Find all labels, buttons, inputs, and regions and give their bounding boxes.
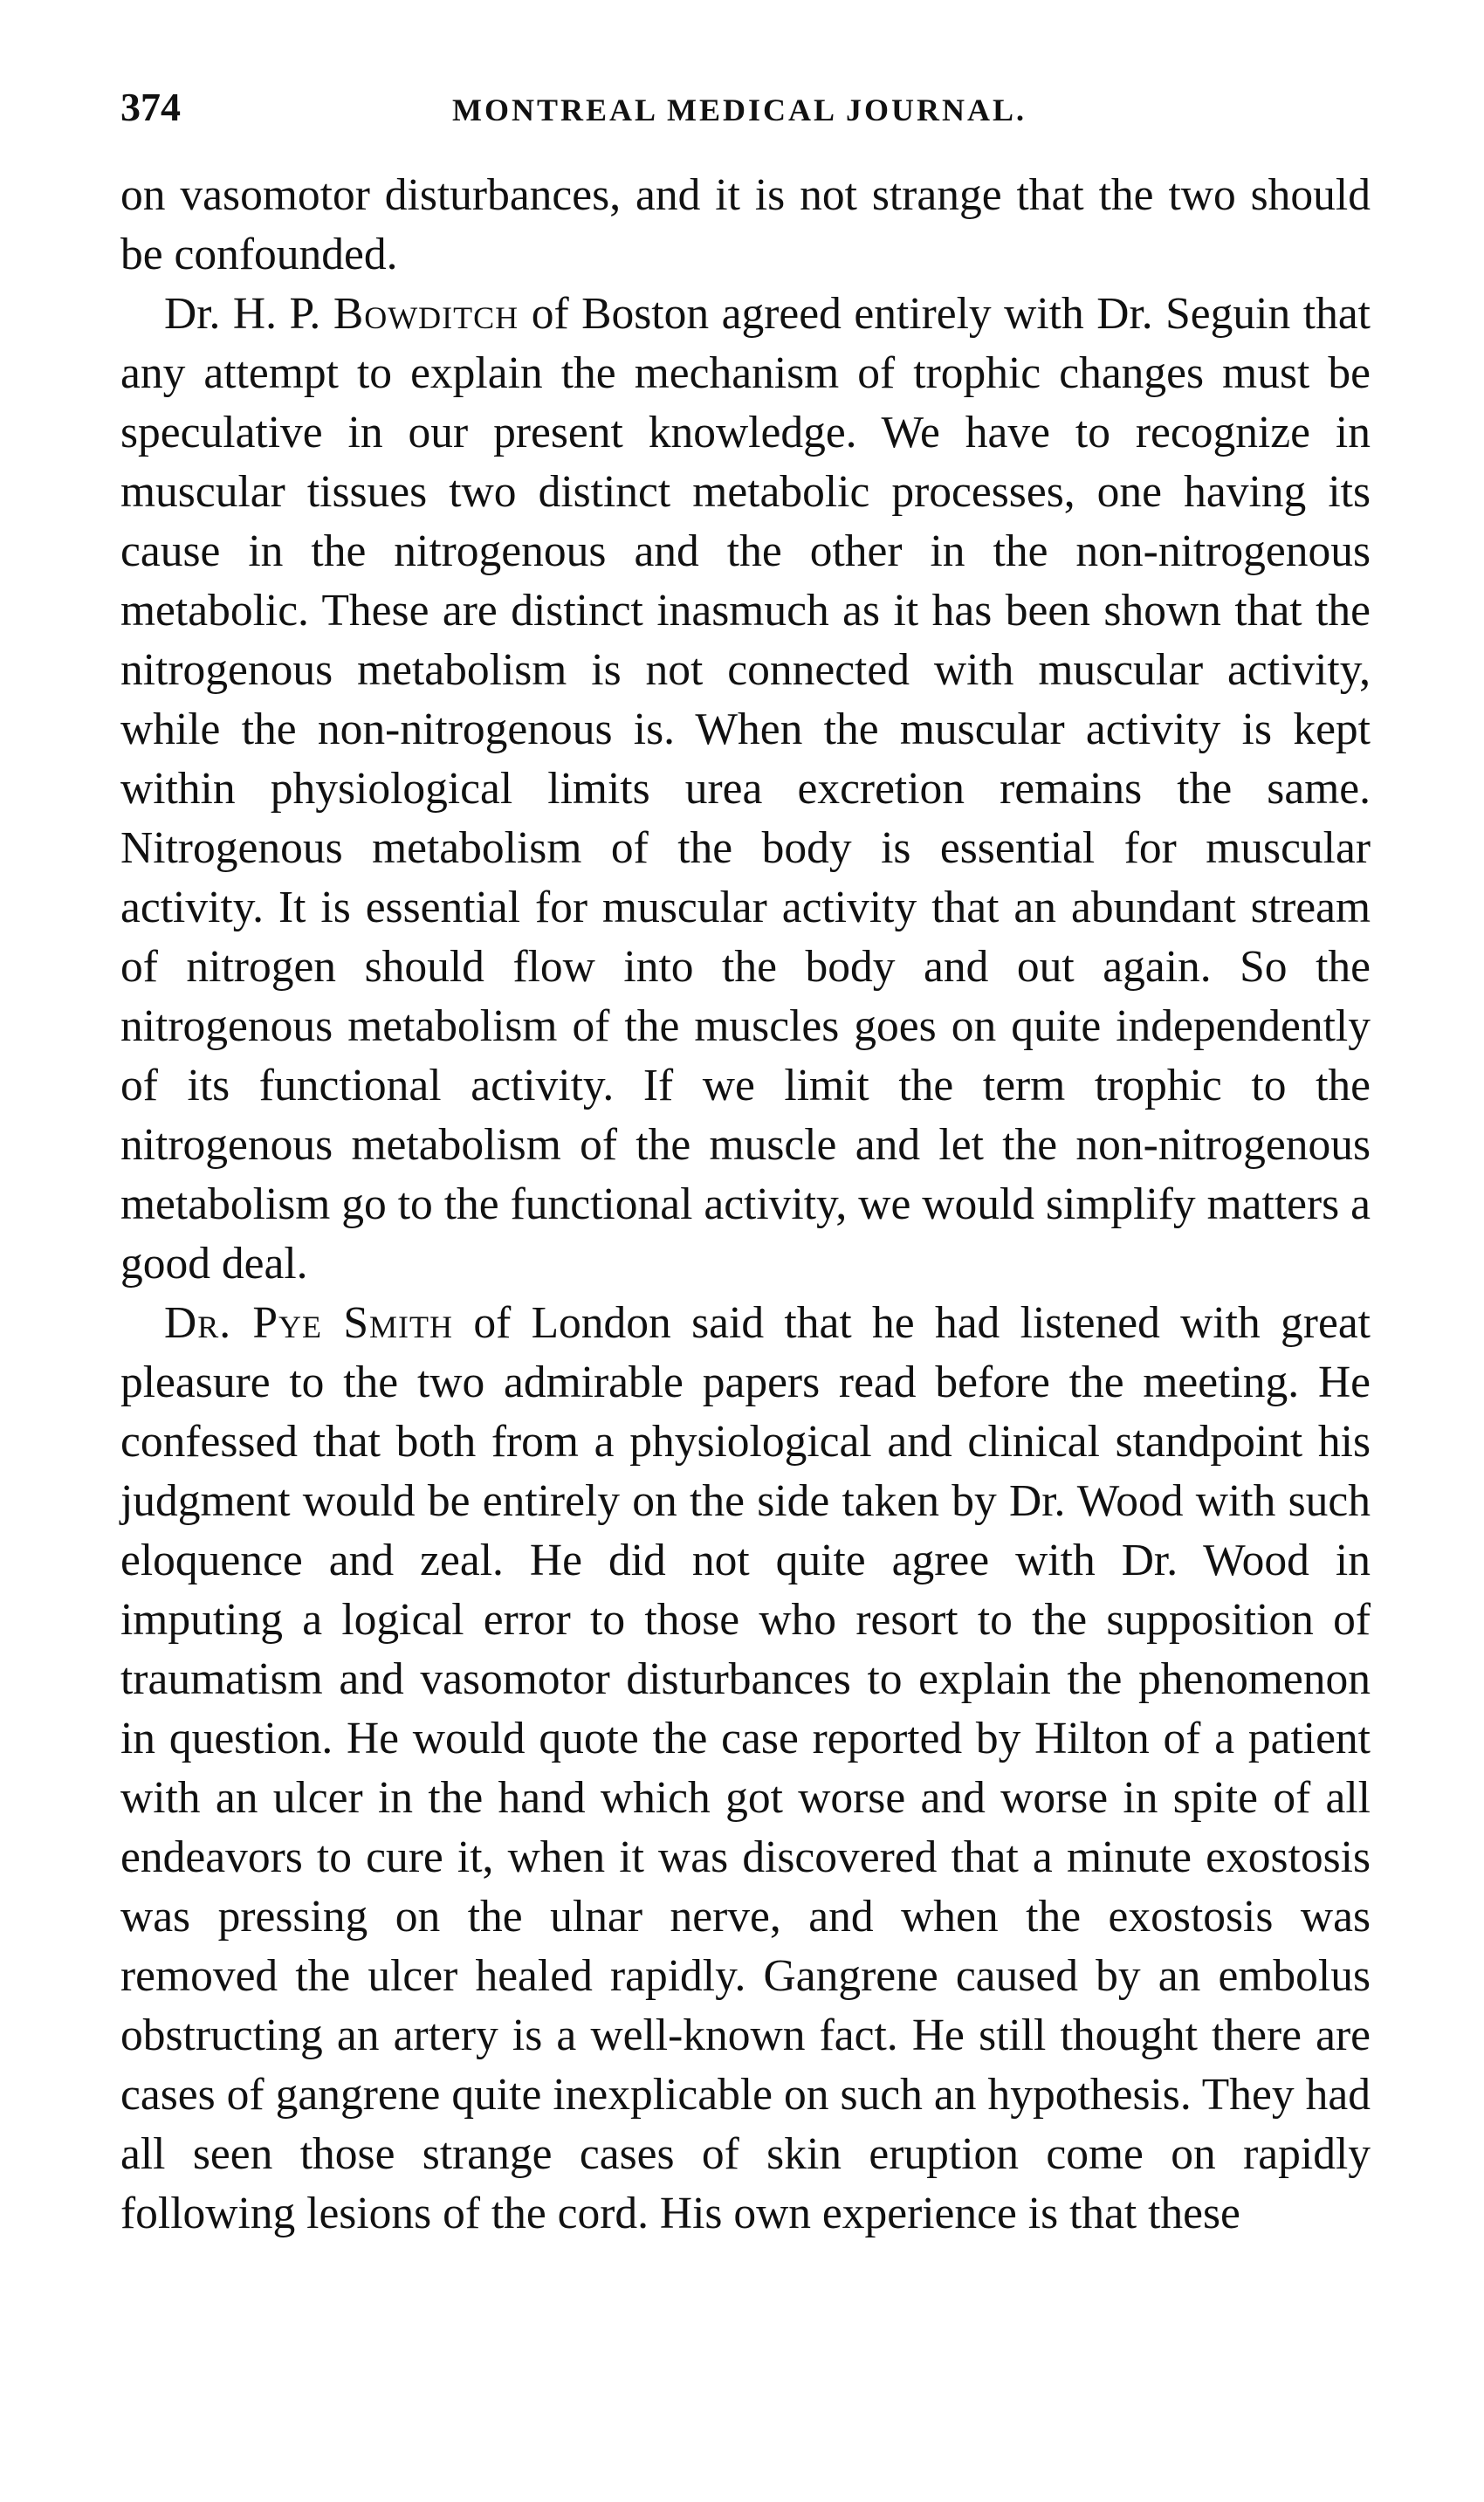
article-body	[120, 166, 1371, 2244]
paragraph-bowditch	[120, 285, 1371, 1294]
journal-page	[120, 84, 1371, 2244]
speaker-name: Dr. Pye Smith	[164, 1298, 454, 1348]
journal-title: MONTREAL MEDICAL JOURNAL.	[452, 93, 1027, 127]
paragraph-continuation	[120, 166, 1371, 285]
running-head	[120, 84, 1371, 145]
paragraph-text: of Boston agreed entirely with Dr. Seguin that any attempt to explain the mechanism of trophic changes must be speculative in our present knowledge. We have to recognize in muscular tissues two distinct metabolic processes, one having its cause in the nitrogenous and the other in the non-nitrogenous metabolic. These are distinct inasmuch as it has been shown that the nitrogenous metabolism is not connected with muscular activity, while the non-nitrogenous is. When the muscular activity is kept within physiological limits urea excretion remains the same. Nitrogenous metabolism of the body is essential for muscular activity. It is essential for muscular activity that an abundant stream of nitrogen should flow into the body and out again. So the nitrogenous metabolism of the muscles goes on quite independently of its functional activity. If we limit the term trophic to the nitrogenous metabolism of the muscle and let the non-nitrogenous metabolism go to the functional activity, we would simplify matters a good deal.	[120, 289, 1371, 1289]
paragraph-text: of London said that he had listened with great pleasure to the two admirable papers read before the meeting. He confessed that both from a physiological and clinical standpoint his judgment would be entirely on the side taken by Dr. Wood with such eloquence and zeal. He did not quite agree with Dr. Wood in imputing a logical error to those who resort to the supposition of traumatism and vasomotor disturbances to explain the phenomenon in question. He would quote the case reported by Hilton of a patient with an ulcer in the hand which got worse and worse in spite of all endeavors to cure it, when it was discovered that a minute exostosis was pressing on the ulnar nerve, and when the exostosis was removed the ulcer healed rapidly. Gangrene caused by an embolus obstructing an artery is a well-known fact. He still thought there are cases of gangrene quite inexplicable on such an hypothesis. They had all seen those strange cases of skin eruption come on rapidly following lesions of the cord. His own experience is that these	[120, 1298, 1371, 2238]
paragraph-text: on vasomotor disturbances, and it is not strange that the two should be confounded.	[120, 170, 1371, 279]
speaker-name: Bowditch	[333, 289, 519, 339]
speaker-prefix: Dr. H. P.	[164, 289, 333, 339]
page-number: 374	[120, 85, 181, 129]
paragraph-pye-smith	[120, 1294, 1371, 2244]
